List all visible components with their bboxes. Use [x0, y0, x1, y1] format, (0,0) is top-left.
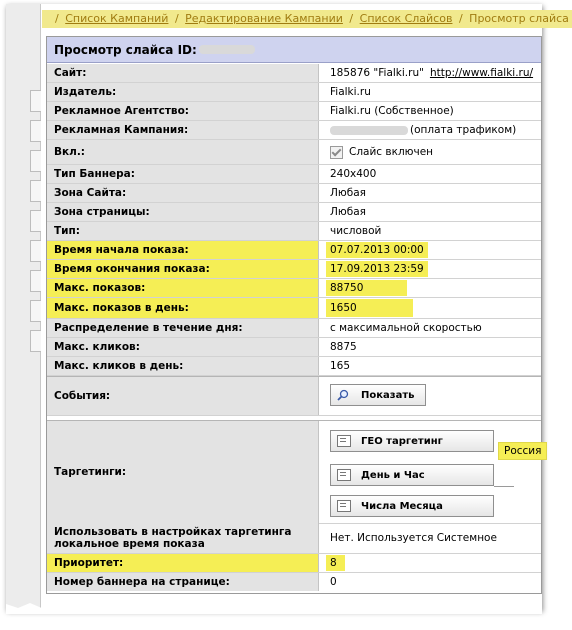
row-value: Fialki.ru — [330, 86, 371, 98]
row-label: Макс. показов в день: — [47, 298, 319, 318]
geo-targeting-label: ГЕО таргетинг — [361, 435, 443, 447]
geo-region-badge: Россия — [498, 442, 547, 460]
row-value: 0 — [330, 576, 337, 588]
list-icon — [337, 469, 351, 481]
row-events — [47, 376, 541, 416]
row-label: Тип Баннера: — [47, 165, 319, 183]
row-page-zone — [47, 203, 541, 222]
row-value: Fialki.ru (Собственное) — [330, 105, 454, 117]
row-site — [47, 64, 541, 83]
row-max-shows — [47, 279, 541, 298]
row-max-clicks-day — [47, 357, 541, 376]
site-url-link[interactable]: http://www.fialki.ru/ — [429, 67, 534, 79]
row-label: Распределение в течение дня: — [47, 319, 319, 337]
row-value: Любая — [330, 206, 366, 218]
row-publisher — [47, 83, 541, 102]
breadcrumb-campaign-list[interactable]: Список Кампаний — [65, 12, 169, 25]
row-label: Рекламное Агентство: — [47, 102, 319, 120]
row-value: Нет. Используется Системное — [330, 532, 497, 544]
panel-title — [47, 37, 541, 63]
list-icon — [337, 500, 351, 512]
sidebar-tab[interactable] — [30, 90, 41, 112]
screenshot-frame — [6, 4, 569, 610]
row-enabled — [47, 140, 541, 165]
breadcrumb-current: Просмотр слайса — [469, 12, 569, 25]
row-label: Время начала показа: — [47, 241, 319, 259]
row-label: Номер баннера на странице: — [47, 573, 319, 591]
row-label: Зона Сайта: — [47, 184, 319, 202]
day-hour-button[interactable] — [330, 464, 494, 486]
row-banner-number — [47, 573, 541, 591]
row-label: Тип: — [47, 222, 319, 240]
row-max-clicks — [47, 338, 541, 357]
site-name: 185876 "Fialki.ru" — [330, 67, 424, 79]
sidebar-tab[interactable] — [30, 270, 41, 292]
max-shows-value: 88750 — [326, 280, 407, 296]
row-label: Сайт: — [47, 64, 319, 82]
day-hour-label: День и Час — [361, 469, 425, 481]
left-sidebar-strip — [6, 4, 41, 610]
sidebar-tab[interactable] — [30, 240, 41, 262]
breadcrumb-separator: / — [349, 12, 354, 25]
row-agency — [47, 102, 541, 121]
redacted-id — [199, 45, 255, 54]
row-site-zone — [47, 184, 541, 203]
row-max-shows-day — [47, 298, 541, 319]
row-label: Таргетинги: — [47, 421, 319, 523]
enabled-checkbox[interactable] — [330, 146, 343, 159]
row-banner-type — [47, 165, 541, 184]
list-icon — [337, 435, 351, 447]
enabled-checkbox-label: Слайс включен — [349, 146, 434, 158]
row-targetings — [47, 420, 541, 524]
row-value: Любая — [330, 187, 366, 199]
breadcrumb-separator: / — [174, 12, 179, 25]
row-priority — [47, 554, 541, 573]
sidebar-tab[interactable] — [30, 210, 41, 232]
row-label: События: — [47, 377, 319, 415]
panel-title-text: Просмотр слайса ID: — [54, 42, 197, 57]
magnifier-icon — [337, 389, 349, 401]
row-label: Использовать в настройках таргетинга локальное время показа — [47, 523, 319, 553]
row-value — [320, 279, 541, 297]
breadcrumb — [42, 10, 572, 28]
row-value — [320, 241, 541, 259]
row-value — [320, 554, 541, 572]
campaign-payment: (оплата трафиком) — [410, 124, 517, 136]
row-label: Макс. показов: — [47, 279, 319, 297]
row-value — [320, 64, 541, 82]
row-type — [47, 222, 541, 241]
sidebar-tab[interactable] — [30, 180, 41, 202]
row-value — [320, 298, 541, 318]
row-value: 165 — [330, 360, 351, 372]
row-value: с максимальной скоростью — [330, 322, 482, 334]
breadcrumb-separator: / — [458, 12, 463, 25]
breadcrumb-slice-list[interactable]: Список Слайсов — [359, 12, 453, 25]
priority-value: 8 — [326, 555, 345, 571]
breadcrumb-separator: / — [55, 12, 59, 25]
redacted-campaign-name — [330, 126, 408, 135]
sidebar-tab[interactable] — [30, 150, 41, 172]
month-days-button[interactable] — [330, 495, 494, 517]
row-value — [320, 121, 541, 139]
row-label: Макс. кликов: — [47, 338, 319, 356]
row-label: Зона страницы: — [47, 203, 319, 221]
sidebar-tab[interactable] — [30, 120, 41, 142]
row-end-time — [47, 260, 541, 279]
show-events-button[interactable] — [330, 384, 426, 406]
slice-details-panel — [46, 36, 542, 594]
row-local-time — [47, 523, 541, 554]
row-campaign — [47, 121, 541, 140]
end-time-value: 17.09.2013 23:59 — [326, 261, 428, 277]
row-label: Издатель: — [47, 83, 319, 101]
row-value — [320, 260, 541, 278]
row-label: Рекламная Кампания: — [47, 121, 319, 139]
divider — [494, 486, 514, 487]
sidebar-tab[interactable] — [30, 300, 41, 322]
month-days-label: Числа Месяца — [361, 500, 443, 512]
row-value: 240x400 — [330, 168, 377, 180]
geo-targeting-button[interactable] — [330, 430, 494, 452]
row-start-time — [47, 241, 541, 260]
row-value: числовой — [330, 225, 382, 237]
row-value — [320, 140, 541, 164]
row-label: Макс. кликов в день: — [47, 357, 319, 375]
show-events-label: Показать — [361, 389, 415, 401]
breadcrumb-edit-campaign[interactable]: Редактирование Кампании — [185, 12, 343, 25]
start-time-value: 07.07.2013 00:00 — [326, 242, 428, 258]
torn-edge — [6, 600, 542, 614]
row-label: Время окончания показа: — [47, 260, 319, 278]
row-label: Вкл.: — [47, 140, 319, 164]
row-value: 8875 — [330, 341, 357, 353]
sidebar-tab[interactable] — [30, 330, 41, 352]
row-label: Приоритет: — [47, 554, 319, 572]
row-distribution — [47, 319, 541, 338]
max-shows-day-value: 1650 — [326, 299, 413, 317]
